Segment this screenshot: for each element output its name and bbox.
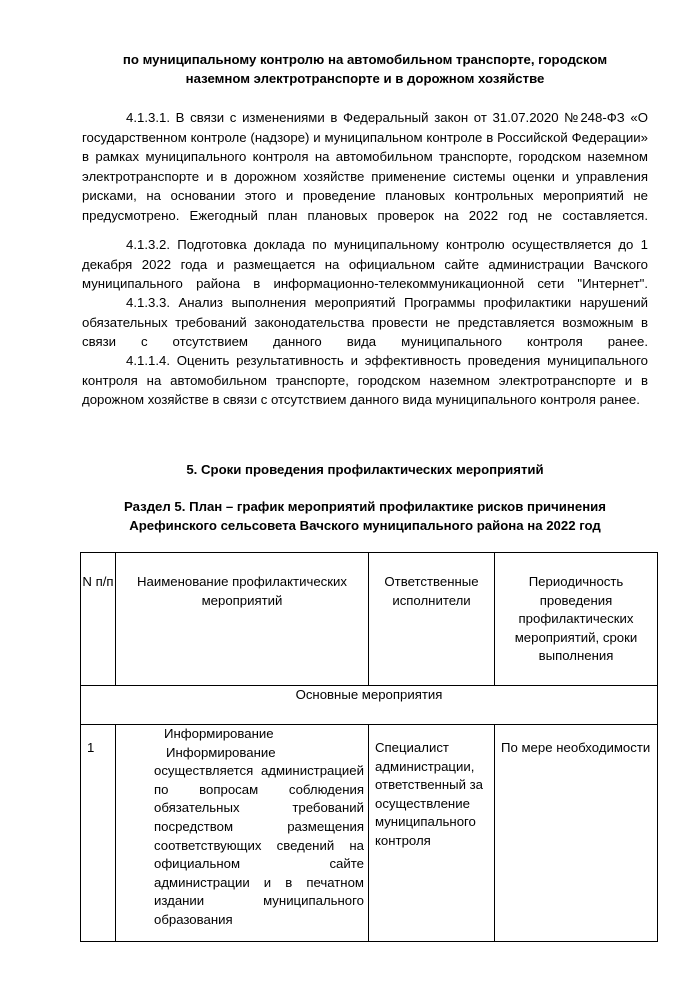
paragraph-4-1-1-4: 4.1.1.4. Оценить результативность и эффективность проведения муниципального контроля на автомобильном транспорте, городском наземном электротранспорте и в дорожном хозяйстве в связи с отсутствием данного вида муниципального контроля ранее. bbox=[82, 353, 648, 408]
header-period: Периодичность проведения профилактических мероприятий, сроки выполнения bbox=[495, 553, 658, 686]
section-heading-line1: по муниципальному контролю на автомобильном транспорте, городском bbox=[122, 52, 608, 67]
plan-title-line2: Арефинского сельсовета Вачского муниципального района на 2022 год bbox=[129, 518, 601, 533]
header-num: N п/п bbox=[81, 553, 116, 686]
plan-title bbox=[82, 497, 648, 535]
table-row bbox=[81, 725, 658, 942]
header-name: Наименование профилактических мероприятий bbox=[116, 553, 369, 686]
paragraph-4-1-3-3: 4.1.3.3. Анализ выполнения мероприятий Программы профилактики нарушений обязательных требований законодательства провести не представляется возможным в связи с отсутствием данного вида муниципального контроля ранее. bbox=[82, 295, 648, 350]
plan-table bbox=[80, 552, 658, 942]
table-header-row bbox=[81, 553, 658, 686]
row-activity-description bbox=[154, 762, 364, 929]
row-period: По мере необходимости bbox=[495, 725, 658, 942]
row-num: 1 bbox=[81, 725, 116, 942]
plan-title-line1: Раздел 5. План – график мероприятий профилактике рисков причинения bbox=[124, 499, 606, 514]
row-activity-description-end: образования bbox=[154, 911, 233, 927]
row-responsible: Специалист администрации, ответственный за осуществление муниципального контроля bbox=[369, 725, 495, 942]
row-activity-subtitle: Информирование bbox=[166, 744, 276, 760]
section-row-label: Основные мероприятия bbox=[81, 686, 658, 725]
paragraph-4-1-3-1: 4.1.3.1. В связи с изменениями в Федеральный закон от 31.07.2020 №248-ФЗ «О государственном контроле (надзоре) и муниципальном контроле в Российской Федерации» в рамках муниципального контроля на автомобильном транспорте, городском наземном электротранспорте и в дорожном хозяйстве применение системы оценки и управления рисками, на основании этого и проведение плановых контрольных мероприятий не предусмотрено. Ежегодный план плановых проверок на 2022 год не составляется. bbox=[82, 110, 648, 223]
row-activity-description-text: осуществляется администрацией по вопросам соблюдения обязательных требований посредством размещения соответствующих сведений на официальном сайте администрации и в печатном издании муниципального bbox=[154, 763, 364, 909]
section-heading-line2: наземном электротранспорте и в дорожном хозяйстве bbox=[185, 71, 545, 86]
section-heading bbox=[82, 50, 648, 88]
header-responsible: Ответственные исполнители bbox=[369, 553, 495, 686]
paragraph-4-1-3-2: 4.1.3.2. Подготовка доклада по муниципальному контролю осуществляется до 1 декабря 2022 года и размещается на официальном сайте администрации Вачского муниципального района в информационно-телекоммуникационной сети "Интернет". bbox=[82, 237, 648, 292]
table-section-row bbox=[81, 686, 658, 725]
section5-title: 5. Сроки проведения профилактических мероприятий bbox=[186, 462, 544, 477]
row-activity-title: Информирование bbox=[164, 726, 274, 741]
row-activity-name bbox=[116, 725, 369, 942]
